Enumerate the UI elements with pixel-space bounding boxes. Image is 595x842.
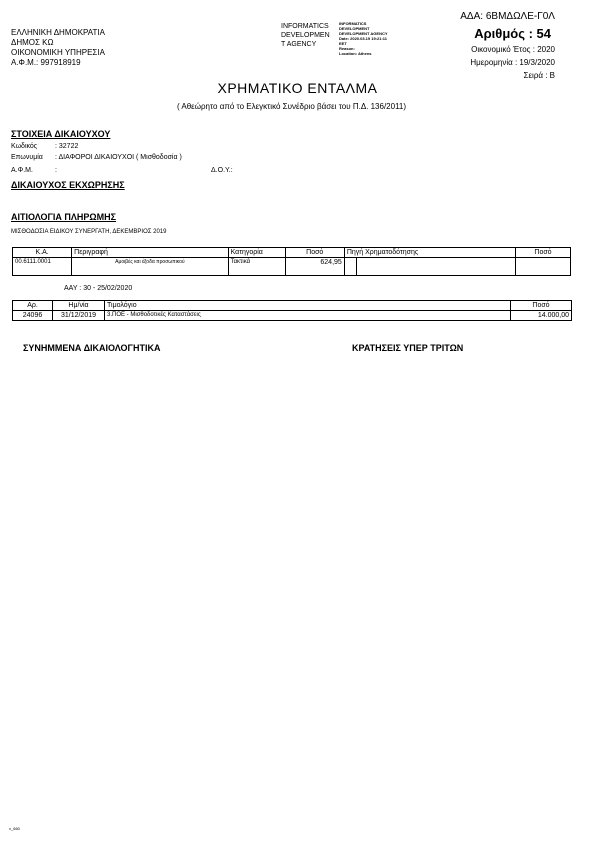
cell-date: 31/12/2019	[53, 311, 105, 321]
table-header-row	[13, 248, 571, 258]
table-header-row	[13, 301, 572, 311]
col-header-description: Περιγραφή	[72, 248, 228, 258]
fiscal-year: Οικονομικό Έτος : 2020	[471, 45, 555, 54]
payment-heading: ΑΙΤΙΟΛΟΓΙΑ ΠΛΗΡΩΜΗΣ	[11, 212, 117, 222]
cell-description: Αμοιβές και έξοδα προσωπικού	[72, 258, 228, 276]
signature-detail: EET	[339, 41, 347, 46]
attachments-heading: ΣΥΝΗΜΜΕΝΑ ΔΙΚΑΙΟΛΟΓΗΤΙΚΑ	[23, 343, 161, 353]
issuer-line: ΔΗΜΟΣ ΚΩ	[11, 38, 54, 47]
col-header-amount: Ποσό	[511, 301, 572, 311]
aay-reference: ΑΑΥ : 30 - 25/02/2020	[64, 285, 133, 292]
signature-detail: Location: Athens	[339, 51, 372, 56]
digital-signature-details	[339, 21, 388, 56]
logo-line: DEVELOPMEN	[281, 32, 330, 39]
col-header-date: Ημ/νία	[53, 301, 105, 311]
col-header-funding-amount: Ποσό	[516, 248, 571, 258]
table-row	[13, 258, 571, 276]
col-header-amount: Ποσό	[285, 248, 344, 258]
beneficiary-code-label: Κωδικός	[11, 143, 38, 150]
assignee-heading: ΔΙΚΑΙΟΥΧΟΣ ΕΚΧΩΡΗΣΗΣ	[11, 180, 125, 190]
cell-amount: 624,95	[285, 258, 344, 276]
warrant-meta	[470, 45, 555, 81]
signature-detail: INFORMATICS	[339, 21, 367, 26]
signature-detail: Date: 2020.03.19 19:21:11	[339, 36, 388, 41]
issuer-block	[11, 28, 105, 68]
col-header-funding-source: Πηγή Χρηματοδότησης	[344, 248, 515, 258]
withholdings-heading: ΚΡΑΤΗΣΕΙΣ ΥΠΕΡ ΤΡΙΤΩΝ	[352, 343, 464, 353]
signature-detail: DEVELOPMENT AGENCY	[339, 31, 388, 36]
cell-funding-amount	[516, 258, 571, 276]
cell-amount: 14.000,00	[511, 311, 572, 321]
cell-invoice: 3.ΠΟΕ - Μισθοδοτικές Καταστάσεις	[105, 311, 511, 321]
issuer-line: ΟΙΚΟΝΟΜΙΚΗ ΥΠΗΡΕΣΙΑ	[11, 48, 105, 57]
beneficiary-name-value: : ΔΙΑΦΟΡΟΙ ΔΙΚΑΙΟΥΧΟΙ ( Μισθοδοσία )	[55, 154, 182, 161]
cell-empty	[344, 258, 357, 276]
col-header-number: Αρ.	[13, 301, 53, 311]
col-header-category: Κατηγορία	[228, 248, 285, 258]
series: Σειρά : Β	[523, 71, 555, 80]
issuer-line: Α.Φ.Μ.: 997918919	[11, 58, 81, 67]
cell-ka: 00.6111.0001	[13, 258, 72, 276]
cell-funding-source	[357, 258, 516, 276]
issuer-line: ΕΛΛΗΝΙΚΗ ΔΗΜΟΚΡΑΤΙΑ	[11, 28, 105, 37]
payment-description: ΜΙΣΘΟΔΟΣΙΑ ΕΙΔΙΚΟΥ ΣΥΝΕΡΓΑΤΗ, ΔΕΚΕΜΒΡΙΟΣ 2019	[11, 229, 167, 235]
page-title: ΧΡΗΜΑΤΙΚΟ ΕΝΤΑΛΜΑ	[217, 80, 378, 96]
budget-table	[12, 247, 571, 276]
beneficiary-doy-label: Δ.Ο.Υ.:	[211, 167, 233, 174]
beneficiary-code-value: : 32722	[55, 143, 79, 150]
cell-category: Τακτικά	[228, 258, 285, 276]
logo-line: INFORMATICS	[281, 23, 329, 30]
invoice-table	[12, 300, 572, 321]
issue-date: Ημερομηνία : 19/3/2020	[470, 58, 555, 67]
signature-detail: Reason:	[339, 46, 355, 51]
table-row	[13, 311, 572, 321]
footer-code: v_660	[9, 826, 20, 831]
warrant-number: Αριθμός : 54	[474, 26, 551, 41]
beneficiary-name-label: Επωνυμία	[11, 154, 43, 161]
ada-code: ΑΔΑ: 6ΒΜΔΩΛΕ-Γ0Λ	[460, 11, 555, 22]
beneficiary-afm-value: :	[55, 167, 57, 174]
col-header-invoice: Τιμολόγιο	[105, 301, 511, 311]
signature-detail: DEVELOPMENT	[339, 26, 370, 31]
digital-signature-logo	[281, 22, 330, 49]
col-header-ka: Κ.Α.	[13, 248, 72, 258]
beneficiary-heading: ΣΤΟΙΧΕΙΑ ΔΙΚΑΙΟΥΧΟΥ	[11, 129, 111, 139]
page-subtitle: ( Αθεώρητο από το Ελεγκτικό Συνέδριο βάσει του Π.Δ. 136/2011)	[176, 102, 407, 111]
beneficiary-afm-label: Α.Φ.Μ.	[11, 167, 33, 174]
logo-line: T AGENCY	[281, 41, 317, 48]
cell-number: 24096	[13, 311, 53, 321]
